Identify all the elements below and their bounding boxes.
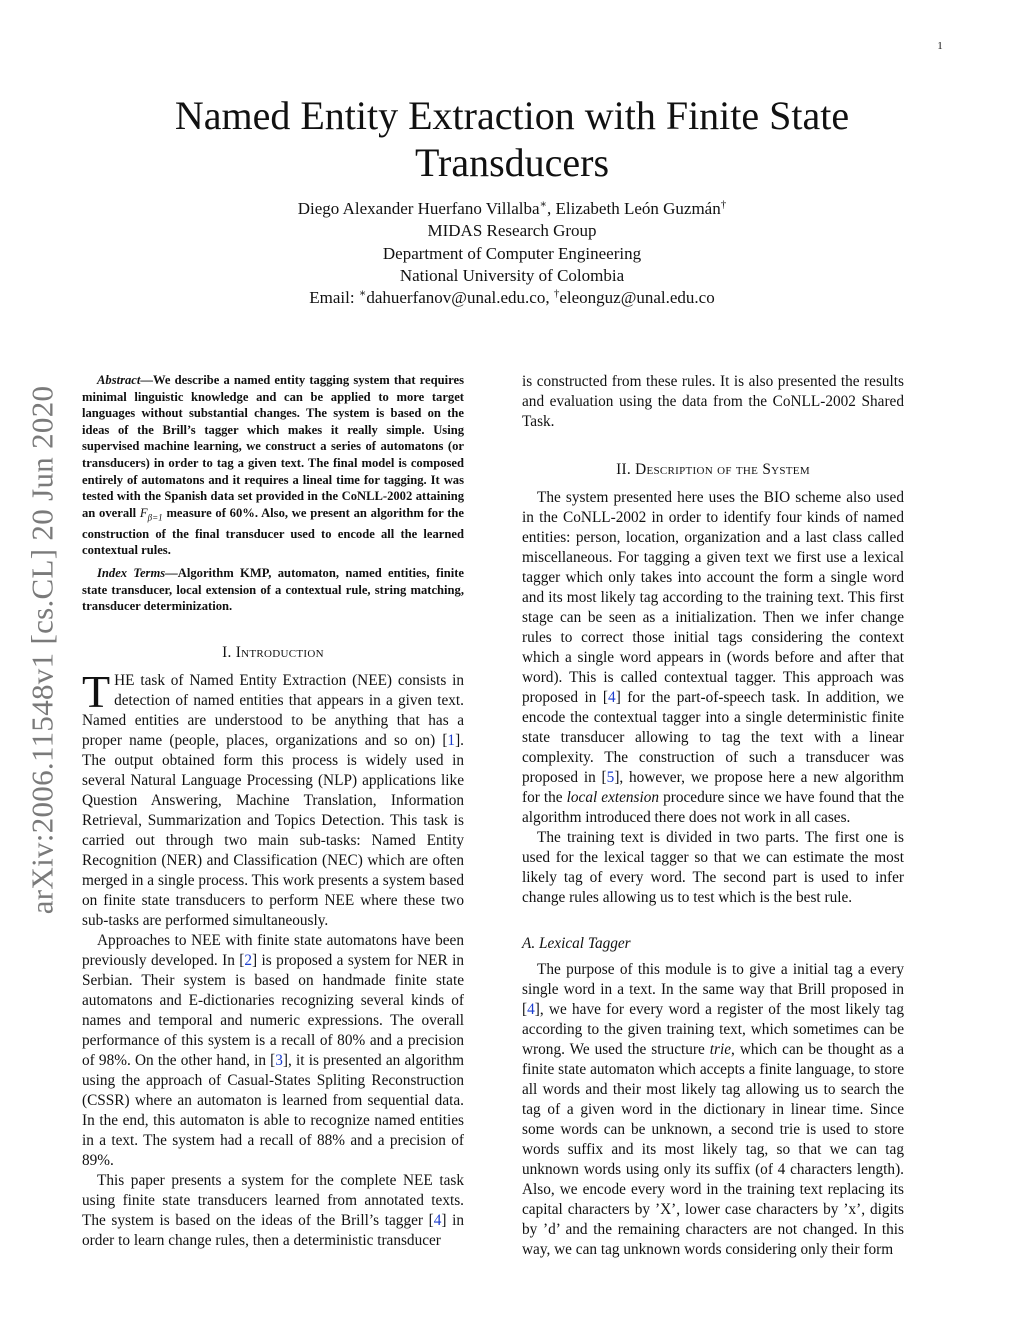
citation-link-4c[interactable]: 4 <box>527 1001 535 1018</box>
intro-p2-text-b: ] is proposed a system for NER in Serbian. Their system is based on handmade finite state automatons and E-dictionaries recognizing several kinds of names and temporal and numeric expressions. The overall performance of this system is a recall of 80% and a precision of 98%. On the other hand, in [ <box>82 951 464 1069</box>
email-2-mark: † <box>553 287 560 300</box>
subsection-lexical-tagger-heading: A. Lexical Tagger <box>522 935 631 952</box>
citation-link-4b[interactable]: 4 <box>608 689 616 706</box>
trie-term: trie <box>709 1041 732 1058</box>
intro-p2-text-a: Approaches to NEE with finite state automatons have been previously developed. In [ <box>82 931 464 969</box>
desc-p1-text-b: ] for the part-of-speech task. In addition, we encode the contextual tagger into a single deterministic finite state transducer allowing to tag the text with a linear complexity. The construction of such a transducer was proposed in [ <box>522 689 904 786</box>
abstract-block <box>82 372 464 559</box>
author-2-mark: † <box>720 198 727 211</box>
email-1-mark: ∗ <box>358 287 367 300</box>
lexical-tagger-paragraph <box>522 960 904 1260</box>
measure-symbol: F <box>139 505 148 520</box>
lex-p-text-b: ], we have for every word a register of the most likely tag according to the given training text, which sometimes can be wrong. We used the structure <box>522 1001 904 1058</box>
local-extension-term: local extension <box>566 789 660 806</box>
arxiv-identifier-text: arXiv:2006.11548v1 [cs.CL] 20 Jun 2020 <box>24 385 59 915</box>
email-label: Email: <box>309 288 355 308</box>
affiliation-group: MIDAS Research Group <box>427 221 597 241</box>
abstract-label: Abstract <box>97 373 141 387</box>
description-paragraph-2: The training text is divided in two parts. The first one is used for the lexical tagger so that we can estimate the most likely tag of every word. The second part is used to infer change rules allowing us to test which is the best rule. <box>522 829 904 906</box>
author-block <box>120 198 904 309</box>
intro-p1-text-a: HE task of Named Entity Extraction (NEE) consists in detection of named entities that appears in a given text. Named entities are understood to be anything that has a proper name (people, places, organizations and so on) [ <box>82 671 464 749</box>
intro-paragraph-3 <box>82 1171 464 1251</box>
page-number: 1 <box>937 40 943 52</box>
abstract-text-b: measure of 60%. Also, we present an algorithm for the construction of the final transducer used to encode all the learned contextual rules. <box>82 505 464 558</box>
lex-p-text-c: , which can be thought as a finite state automaton which accepts a finite language, to store all words and their most likely tag allowing us to search the tag of a given word in the dictionary in linear time. Since some words can be unknown, a second trie is used to store words suffix and its most likely tag, so that we can tag unknown words using only its suffix (of 4 characters length). Also, we encode every word in the training text replacing its capital characters by ’X’, lower case characters by ’x’, digits by ’d’ and the remaining characters are not changed. In this way, we can tag unknown words considering only their form <box>522 1041 905 1258</box>
paper-title: Named Entity Extraction with Finite State Transducers <box>174 93 850 185</box>
intro-p3-text-a: This paper presents a system for the complete NEE task using finite state transducers learned from annotated texts. The system is based on the ideas of the Brill’s tagger [ <box>82 1171 464 1229</box>
citation-link-5[interactable]: 5 <box>606 769 615 786</box>
measure-subscript: β=1 <box>147 512 163 523</box>
author-names-line: Diego Alexander Huerfano Villalba∗, Elizabeth León Guzmán† <box>297 198 727 218</box>
left-column <box>82 372 464 1251</box>
intro-p2-text-c: ], it is presented an algorithm using the approach of Casual-States Spliting Reconstruction (CSSR) where an automaton is learned from sequential data. In the end, this automaton is able to recognize named entities in a text. The system had a recall of 88% and a precision of 89%. <box>82 1051 464 1169</box>
citation-link-3[interactable]: 3 <box>275 1051 283 1069</box>
desc-p1-text-c: ], however, we propose here a new algorithm for the <box>522 769 904 806</box>
arxiv-identifier-stamp <box>20 360 64 940</box>
intro-paragraph-3-continued: is constructed from these rules. It is also presented the results and evaluation using the data from the CoNLL-2002 Shared Task. <box>522 373 904 430</box>
citation-link-1[interactable]: 1 <box>447 731 456 749</box>
abstract-text-a: —We describe a named entity tagging system that requires minimal linguistic knowledge and can be applied to more target languages without substantial changes. The system is based on the ideas of the Brill’s tagger which makes it really simple. Using supervised machine learning, we construct a series of automatons (or transducers) in order to tag a given text. The final model is composed entirely of automatons and it requires a lineal time for tagging. It was tested with the Spanish data set provided in the CoNLL-2002 attaining an overall <box>82 373 464 520</box>
index-terms-text: —Algorithm KMP, automaton, named entities, finite state transducer, local extension of a contextual rule, string matching, transducer determinization. <box>82 566 464 614</box>
email-line <box>120 287 904 309</box>
author-1-name: Diego Alexander Huerfano Villalba <box>297 199 540 218</box>
section-2-heading: II. Description of the System <box>616 461 810 478</box>
citation-link-4[interactable]: 4 <box>433 1211 442 1229</box>
index-terms-paragraph <box>82 565 464 615</box>
intro-p3-text-b: ] in order to learn change rules, then a deterministic transducer <box>82 1211 465 1249</box>
intro-p1-text-b: ]. The output obtained form this process is widely used in several Natural Language Processing (NLP) applications like Question Answering, Machine Translation, Information Retrieval, Summarization and Topics Detection. This task is carried out through two main sub-tasks: Named Entity Recognition (NER) and Classification (NEC) which are often merged in a single process. This work presents a system based on finite state transducers to perform NEE where these two sub-tasks are performed simultaneously. <box>82 731 464 929</box>
author-2-name: Elizabeth León Guzmán <box>555 199 721 218</box>
right-column <box>522 372 904 1260</box>
email-1[interactable]: dahuerfanov@unal.edu.co, <box>366 288 550 308</box>
dropcap-letter: T <box>82 665 111 717</box>
desc-p1-text-d: procedure since we have found that the algorithm introduced there does not work in all cases. <box>522 789 905 826</box>
description-paragraph-1 <box>522 488 904 828</box>
email-2[interactable]: eleonguz@unal.edu.co <box>559 288 715 308</box>
author-1-mark: ∗ <box>539 198 548 211</box>
intro-paragraph-1 <box>82 665 464 931</box>
lex-p-text-a: The purpose of this module is to give a initial tag a every single word in a text. In the same way that Brill proposed in [ <box>522 961 904 1018</box>
affiliation-university: National University of Colombia <box>399 265 625 285</box>
desc-p1-text-a: The system presented here uses the BIO scheme also used in the CoNLL-2002 in order to identify four kinds of named entities: person, location, organization and a last class called miscellaneous. For tagging a given text we first use a lexical tagger which only takes into account the form a single word and its most likely tag according to the training text. This first stage can be seen as a initialization. Then we infer change rules to correct those initial tags considering the context which a single word appears in (words before and after that word). This is called contextual tagger. This approach was proposed in [ <box>522 489 904 706</box>
intro-paragraph-2 <box>82 931 464 1171</box>
index-terms-label: Index Terms <box>97 566 166 581</box>
affiliation-department: Department of Computer Engineering <box>382 243 642 263</box>
section-1-heading: I. Introduction <box>222 643 324 661</box>
citation-link-2[interactable]: 2 <box>244 951 253 969</box>
abstract-paragraph <box>82 372 464 559</box>
